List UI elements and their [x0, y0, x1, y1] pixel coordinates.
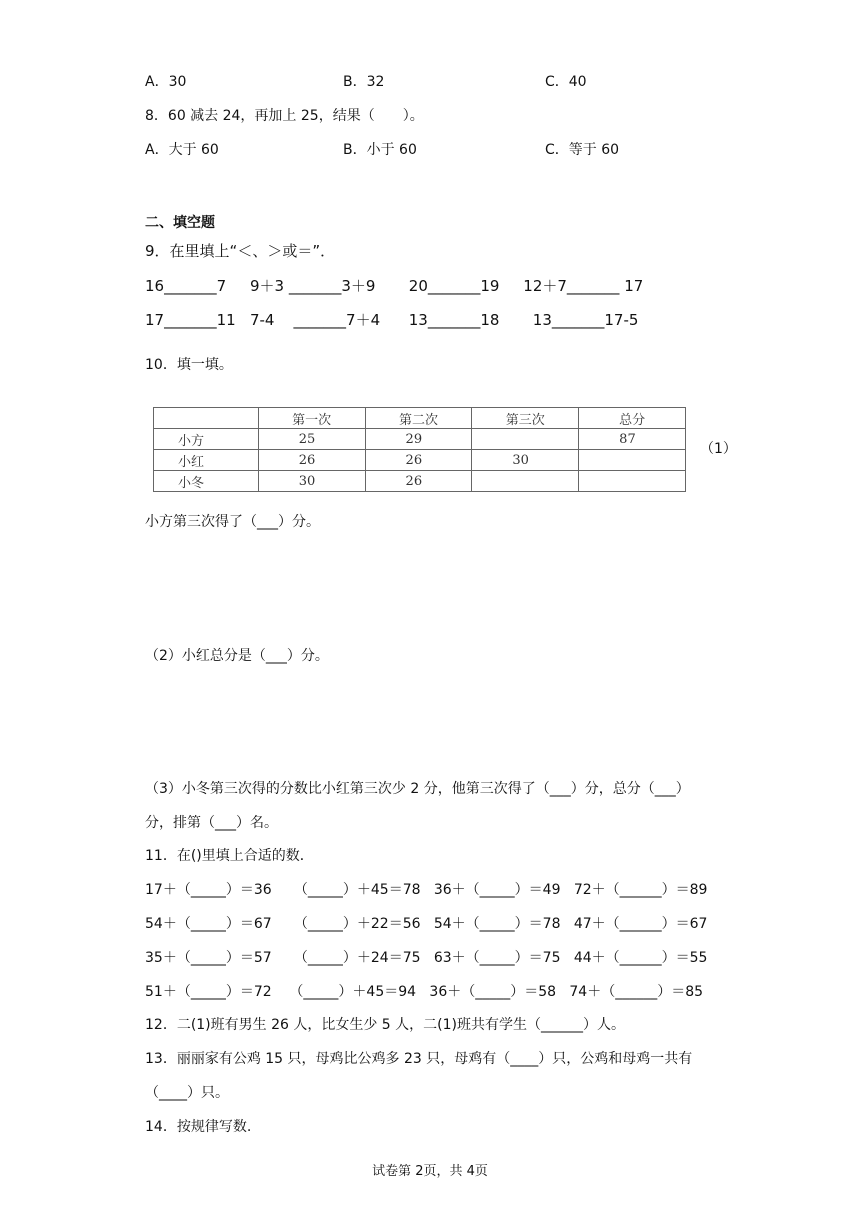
q11-row: 51＋（_____）＝72 （_____）＋45＝94 36＋（_____）＝58 74＋（______）＝85: [145, 984, 704, 1000]
q8-option-c: C．等于 60: [545, 142, 620, 158]
table-cell: 30: [258, 471, 365, 492]
q9-row-2: 17_______11 7-4 _______7＋4 13_______18 13_______17-5: [145, 311, 639, 329]
table-cell: 87: [579, 429, 686, 450]
q7-option-b: B．32: [343, 74, 385, 90]
table-cell: [472, 429, 579, 450]
table-cell: 小红: [154, 450, 259, 471]
table-header-cell: 第三次: [472, 408, 579, 429]
q13-line-1: 13．丽丽家有公鸡 15 只，母鸡比公鸡多 23 只，母鸡有（____）只，公鸡和母鸡一共有: [145, 1051, 693, 1067]
q10-part-3-line-1: （3）小冬第三次得的分数比小红第三次少 2 分，他第三次得了（___）分，总分（___）: [145, 781, 690, 797]
table-row: [154, 429, 686, 450]
table-cell: 26: [365, 450, 472, 471]
q11-row: 17＋（_____）＝36 （_____）＋45＝78 36＋（_____）＝49 72＋（______）＝89: [145, 882, 708, 898]
table-row: [154, 450, 686, 471]
q11-row: 35＋（_____）＝57 （_____）＋24＝75 63＋（_____）＝75 44＋（______）＝55: [145, 950, 708, 966]
table-cell: 26: [365, 471, 472, 492]
table-row: [154, 471, 686, 492]
q9-stem: 9．在里填上“＜、＞或＝”．: [145, 242, 336, 260]
table-header-cell: [154, 408, 259, 429]
table-header-cell: 第二次: [365, 408, 472, 429]
table-cell: [579, 471, 686, 492]
table-cell: 26: [258, 450, 365, 471]
part-1-marker: （1）: [700, 441, 737, 457]
q12-stem: 12．二(1)班有男生 26 人，比女生少 5 人，二(1)班共有学生（______）人。: [145, 1017, 625, 1033]
page-footer: 试卷第 2页，共 4页: [372, 1164, 488, 1179]
q14-stem: 14．按规律写数.: [145, 1119, 252, 1135]
table-cell: 小冬: [154, 471, 259, 492]
table-cell: 30: [472, 450, 579, 471]
q13-line-2: （____）只。: [145, 1085, 229, 1101]
q11-stem: 11．在()里填上合适的数．: [145, 848, 314, 864]
q9-row-1: 16_______7 9＋3 _______3＋9 20_______19 12＋7_______ 17: [145, 277, 644, 295]
q7-option-a: A．30: [145, 74, 187, 90]
table-cell: [579, 450, 686, 471]
table-cell: 29: [365, 429, 472, 450]
table-cell: [472, 471, 579, 492]
q8-stem: 8．60 减去 24，再加上 25，结果（ ）。: [145, 108, 424, 124]
table-header-cell: 总分: [579, 408, 686, 429]
q11-row: 54＋（_____）＝67 （_____）＋22＝56 54＋（_____）＝78 47＋（______）＝67: [145, 916, 708, 932]
q7-option-c: C．40: [545, 74, 587, 90]
q10-part-1: 小方第三次得了（___）分。: [145, 514, 320, 530]
q10-part-3-line-2: 分，排第（___）名。: [145, 815, 278, 831]
table-cell: 25: [258, 429, 365, 450]
q8-option-b: B．小于 60: [343, 142, 417, 158]
q10-stem: 10．填一填。: [145, 357, 233, 373]
q10-part-2: （2）小红总分是（___）分。: [145, 648, 329, 664]
section-title: 二、填空题: [145, 215, 215, 231]
score-table: [153, 407, 686, 492]
q8-option-a: A．大于 60: [145, 142, 219, 158]
table-header-cell: 第一次: [258, 408, 365, 429]
table-cell: 小方: [154, 429, 259, 450]
table-header-row: [154, 408, 686, 429]
